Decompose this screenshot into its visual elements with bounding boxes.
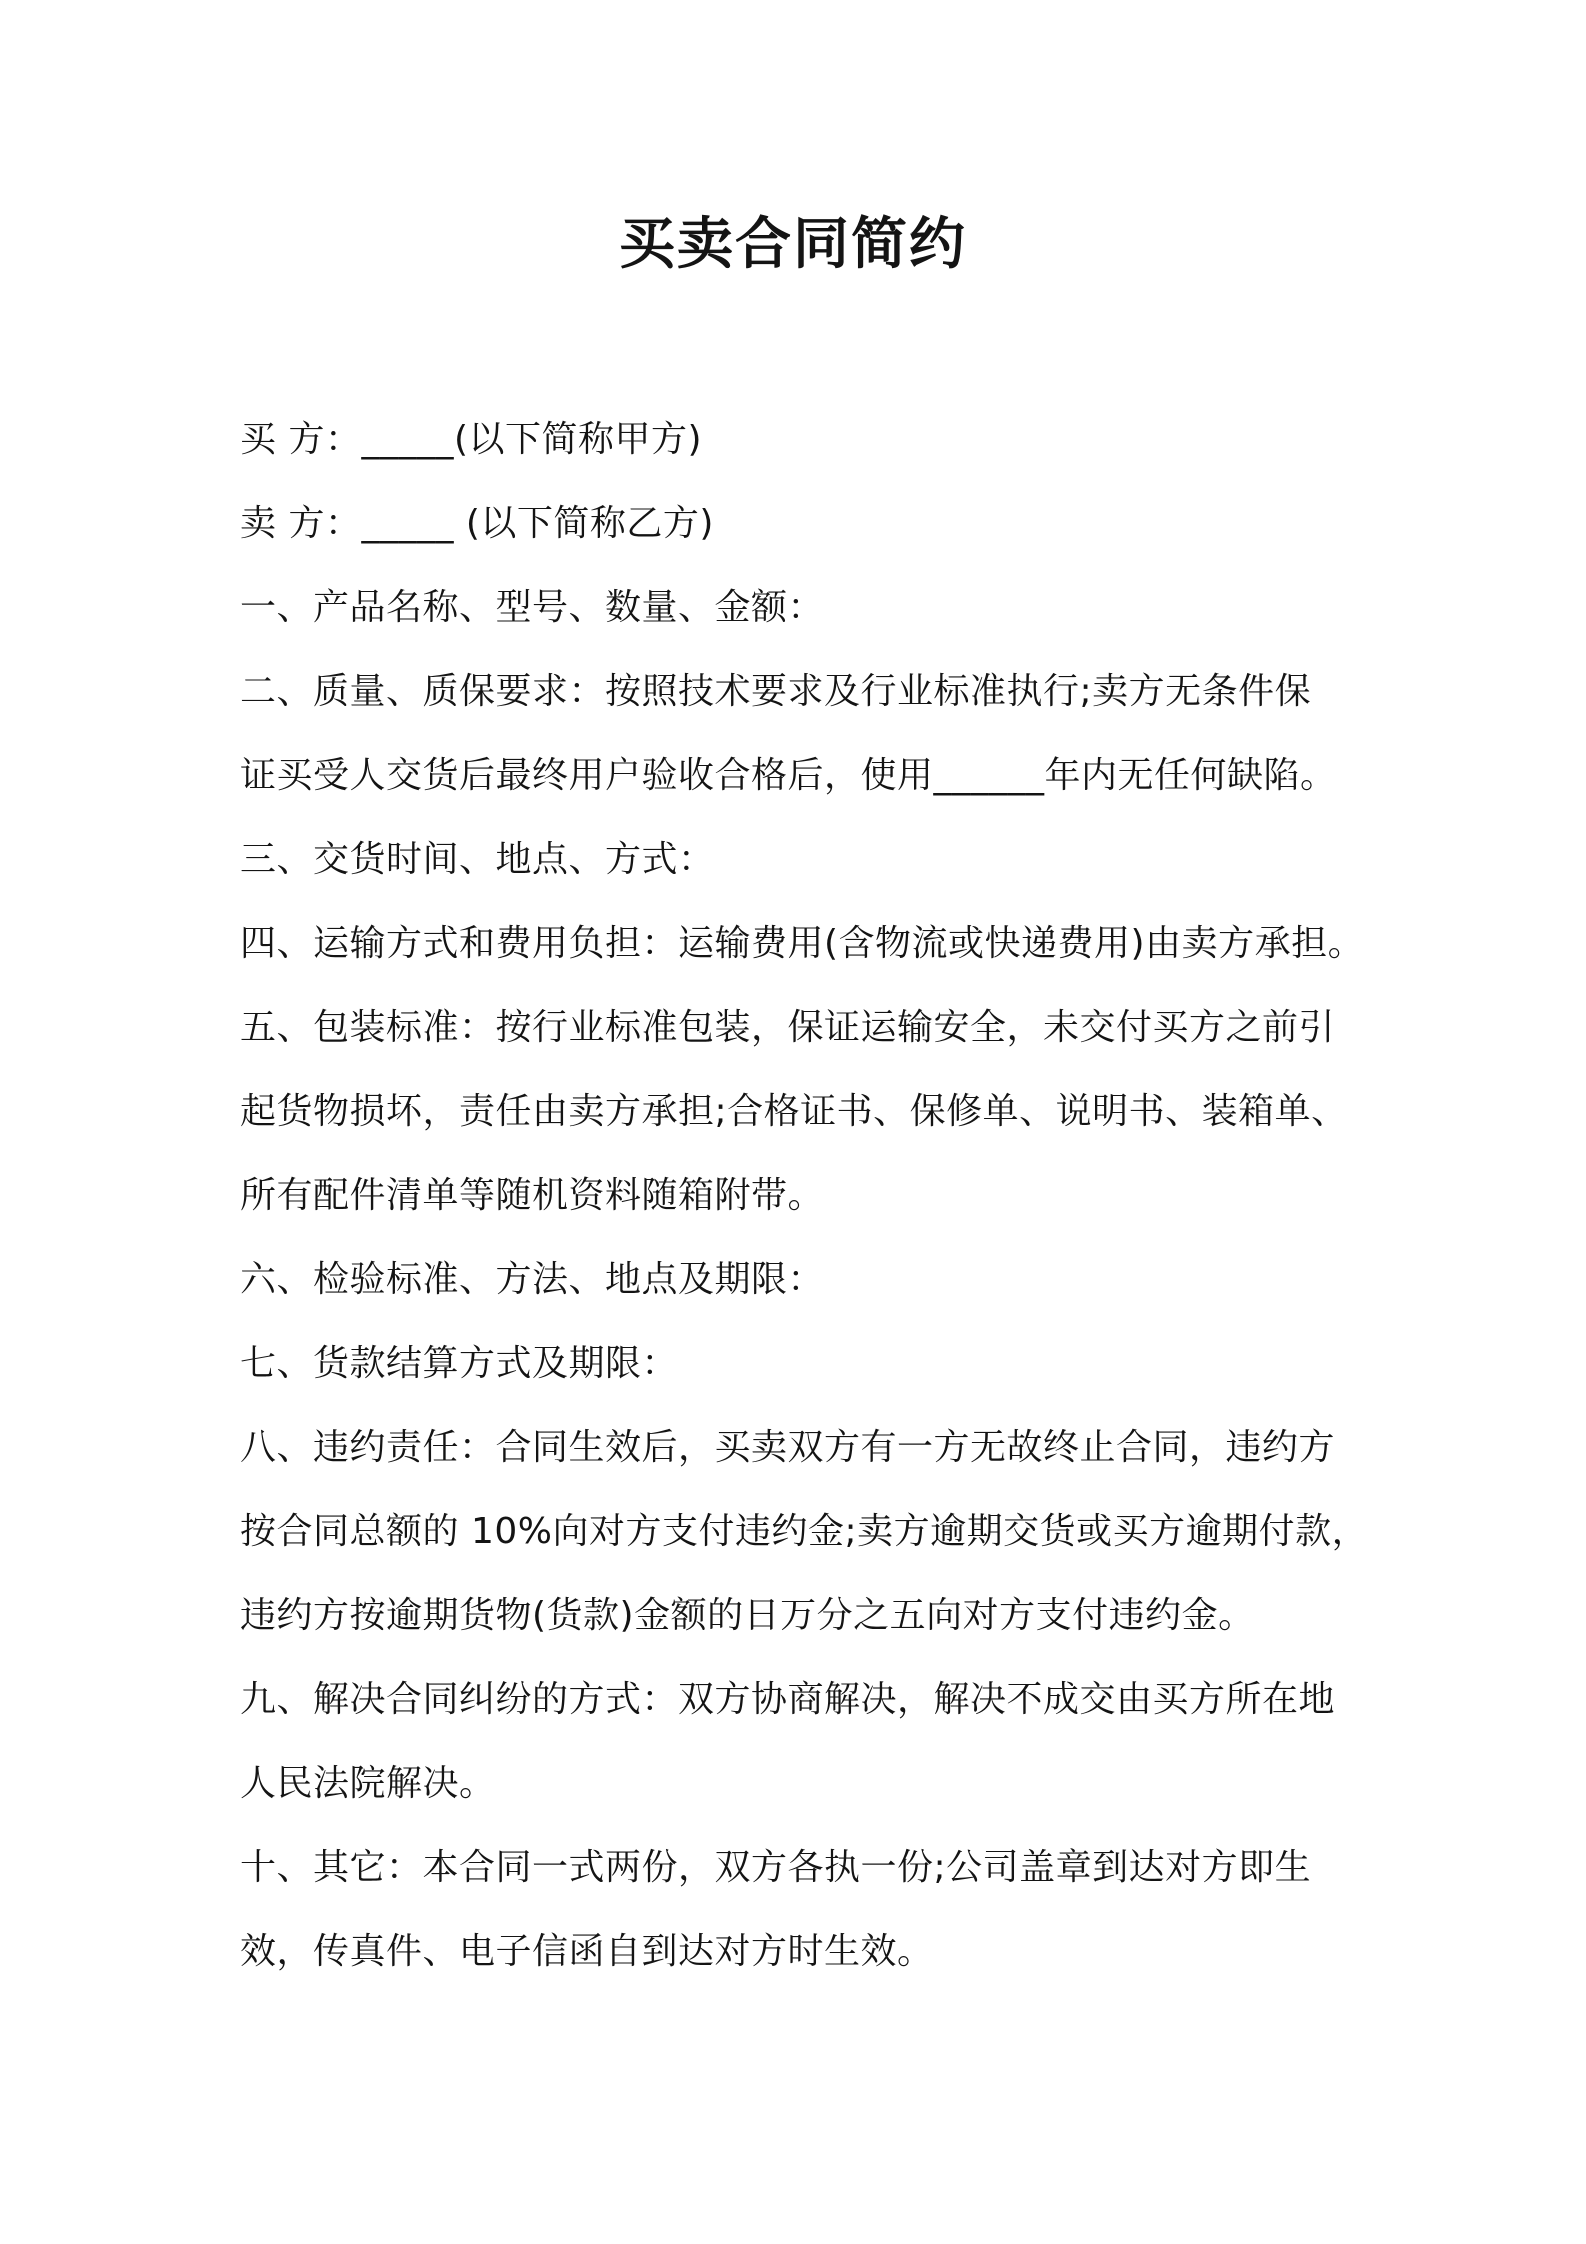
clause-8-line-1: 八、违约责任：合同生效后，买卖双方有一方无故终止合同，违约方 — [240, 1427, 1336, 1468]
clause-4-line: 四、运输方式和费用负担：运输费用(含物流或快递费用)由卖方承担。 — [240, 923, 1365, 964]
clause-5-line-1: 五、包装标准：按行业标准包装，保证运输安全，未交付买方之前引 — [240, 1007, 1336, 1048]
clause-9-line-2: 人民法院解决。 — [240, 1763, 496, 1804]
clause-2-line-1: 二、质量、质保要求：按照技术要求及行业标准执行;卖方无条件保 — [240, 671, 1312, 712]
document-title: 买卖合同简约 — [619, 212, 967, 277]
clause-8-line-3: 违约方按逾期货物(货款)金额的日万分之五向对方支付违约金。 — [240, 1595, 1255, 1636]
buyer-line: 买 方：_____(以下简称甲方) — [240, 419, 703, 460]
clause-8-line-2: 按合同总额的 10%向对方支付违约金;卖方逾期交货或买方逾期付款， — [240, 1511, 1369, 1552]
clause-6-line: 六、检验标准、方法、地点及期限： — [240, 1259, 825, 1300]
clause-3-line: 三、交货时间、地点、方式： — [240, 839, 715, 880]
document-body — [240, 398, 1380, 1994]
clause-10-line-1: 十、其它：本合同一式两份，双方各执一份;公司盖章到达对方即生 — [240, 1847, 1312, 1888]
clause-7-line: 七、货款结算方式及期限： — [240, 1343, 679, 1384]
clause-5-line-3: 所有配件清单等随机资料随箱附带。 — [240, 1175, 825, 1216]
clause-9-line-1: 九、解决合同纠纷的方式：双方协商解决，解决不成交由买方所在地 — [240, 1679, 1336, 1720]
clause-10-line-2: 效，传真件、电子信函自到达对方时生效。 — [240, 1931, 934, 1972]
clause-2-line-2: 证买受人交货后最终用户验收合格后，使用______年内无任何缺陷。 — [240, 755, 1337, 796]
seller-line: 卖 方：_____ (以下简称乙方) — [240, 503, 714, 544]
clause-1-line: 一、产品名称、型号、数量、金额： — [240, 587, 825, 628]
clause-5-line-2: 起货物损坏，责任由卖方承担;合格证书、保修单、说明书、装箱单、 — [240, 1091, 1348, 1132]
